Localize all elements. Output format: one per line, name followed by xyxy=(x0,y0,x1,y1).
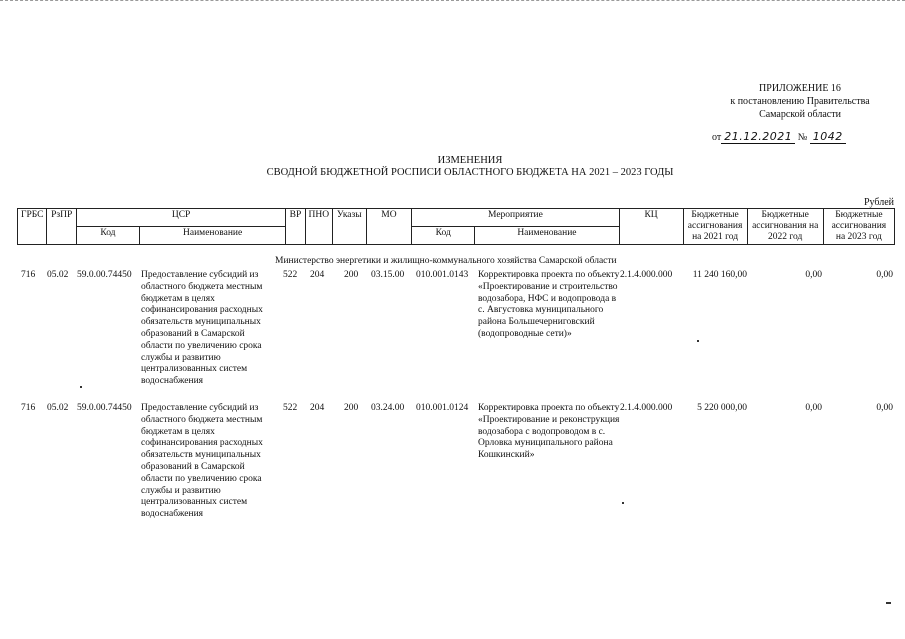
scan-edge xyxy=(0,0,905,7)
header-measure-code: Код xyxy=(412,227,475,245)
title-changes: ИЗМЕНЕНИЯ xyxy=(437,155,503,166)
header-ukazy: Указы xyxy=(333,209,367,245)
cell-ukazy: 200 xyxy=(344,403,359,413)
cell-budget-2023: 0,00 xyxy=(876,270,893,280)
cell-rzpr: 05.02 xyxy=(47,403,69,413)
cell-vr: 522 xyxy=(283,403,298,413)
decree-date-number xyxy=(712,130,846,143)
header-grbs: ГРБС xyxy=(18,209,47,245)
cell-pno: 204 xyxy=(310,403,325,413)
decree-number-label: № xyxy=(797,132,808,143)
cell-csr-code: 59.0.00.74450 xyxy=(77,403,132,413)
cell-measure-name: Корректировка проекта по объекту «Проектирование и строительство водозабора, НФС и водопровода в с. Августовка муниципального района Большечерниговский (водопроводные сети)» xyxy=(478,270,620,339)
currency-units: Рублей xyxy=(863,197,894,208)
appendix-region: Самарской области xyxy=(759,109,841,120)
header-vr: ВР xyxy=(286,209,305,245)
cell-measure-name: Корректировка проекта по объекту «Проектирование и реконструкция водозабора с водопроводом в с. Орловка муниципального района Кошкинский» xyxy=(478,403,620,461)
header-measure-name: Наименование xyxy=(475,227,619,245)
appendix-block xyxy=(690,82,905,121)
header-budget-2022: Бюджетные ассигнования на 2022 год xyxy=(747,209,823,245)
ministry-heading: Министерство энергетики и жилищно-коммунального хозяйства Самарской области xyxy=(275,256,617,266)
cell-kc: 2.1.4.000.000 xyxy=(620,403,673,413)
cell-mo: 03.24.00 xyxy=(371,403,405,413)
decree-from-label: от xyxy=(712,132,722,143)
decree-date: 21.12.2021 xyxy=(721,130,795,144)
cell-ukazy: 200 xyxy=(344,270,359,280)
cell-budget-2023: 0,00 xyxy=(876,403,893,413)
cell-kc: 2.1.4.000.000 xyxy=(620,270,673,280)
cell-measure-code: 010.001.0124 xyxy=(416,403,469,413)
header-csr-name: Наименование xyxy=(139,227,285,245)
cell-rzpr: 05.02 xyxy=(47,270,69,280)
scan-speck xyxy=(622,502,624,504)
scan-speck xyxy=(886,602,891,604)
document-title xyxy=(0,155,905,179)
cell-csr-code: 59.0.00.74450 xyxy=(77,270,132,280)
cell-budget-2021: 5 220 000,00 xyxy=(697,403,747,413)
header-csr: ЦСР xyxy=(76,209,285,227)
header-budget-2021: Бюджетные ассигнования на 2021 год xyxy=(683,209,747,245)
scan-speck xyxy=(697,340,699,342)
header-measure: Мероприятие xyxy=(412,209,619,227)
scan-speck xyxy=(80,386,82,388)
appendix-number: ПРИЛОЖЕНИЕ 16 xyxy=(759,83,841,94)
cell-budget-2022: 0,00 xyxy=(805,270,822,280)
header-rzpr: РзПР xyxy=(47,209,76,245)
header-kc: КЦ xyxy=(619,209,683,245)
cell-grbs: 716 xyxy=(21,270,36,280)
cell-budget-2021: 11 240 160,00 xyxy=(692,270,747,280)
budget-table-header xyxy=(17,208,895,245)
header-csr-code: Код xyxy=(76,227,139,245)
cell-vr: 522 xyxy=(283,270,298,280)
cell-budget-2022: 0,00 xyxy=(805,403,822,413)
header-budget-2023: Бюджетные ассигнования на 2023 год xyxy=(823,209,894,245)
decree-number: 1042 xyxy=(810,130,846,144)
cell-grbs: 716 xyxy=(21,403,36,413)
cell-measure-code: 010.001.0143 xyxy=(416,270,469,280)
cell-csr-name: Предоставление субсидий из областного бюджета местным бюджетам в целях софинансирования расходных обязательств муниципальных образований в Самарской области по увеличению срока службы и развитию централизованных систем водоснабжения xyxy=(141,403,263,520)
appendix-decree-ref: к постановлению Правительства xyxy=(730,96,870,107)
cell-pno: 204 xyxy=(310,270,325,280)
header-mo: МО xyxy=(366,209,412,245)
cell-mo: 03.15.00 xyxy=(371,270,405,280)
cell-csr-name: Предоставление субсидий из областного бюджета местным бюджетам в целях софинансирования расходных обязательств муниципальных образований в Самарской области по увеличению срока службы и развитию централизованных систем водоснабжения xyxy=(141,270,263,387)
header-pno: ПНО xyxy=(305,209,332,245)
title-budget: СВОДНОЙ БЮДЖЕТНОЙ РОСПИСИ ОБЛАСТНОГО БЮДЖЕТА НА 2021 – 2023 ГОДЫ xyxy=(266,167,674,178)
